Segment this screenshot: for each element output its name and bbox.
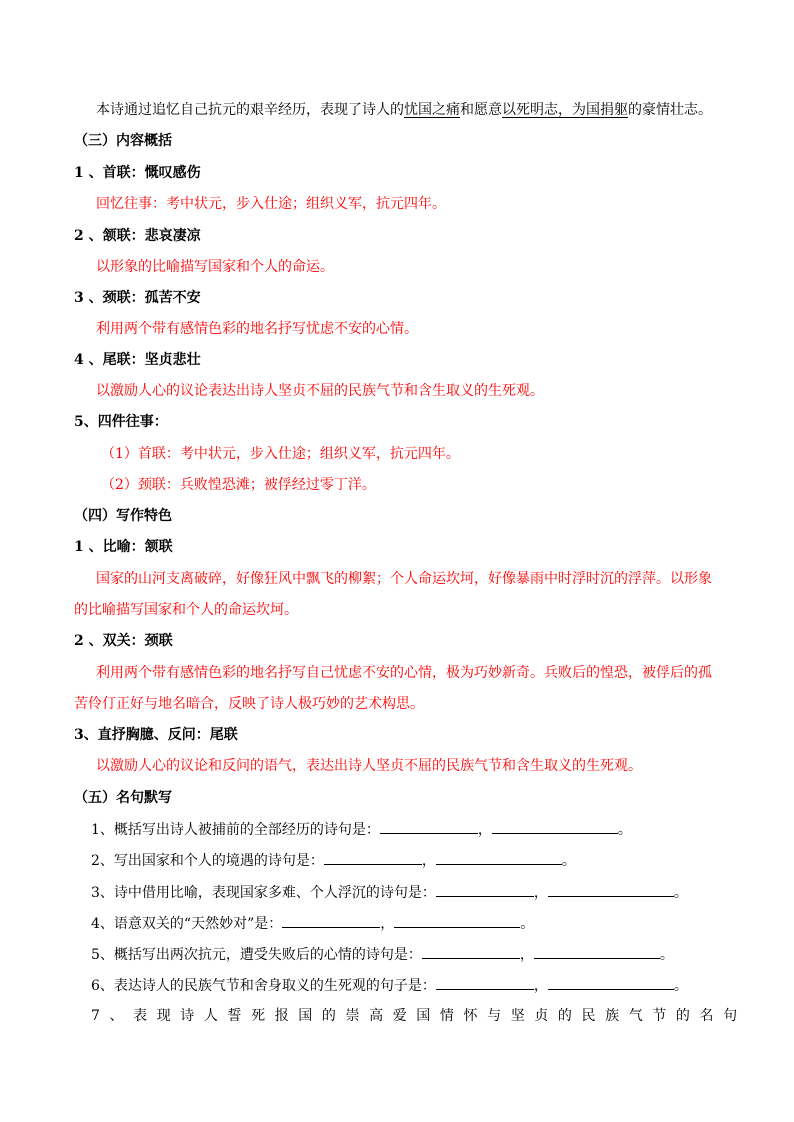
intro-text: 本诗通过追忆自己抗元的艰辛经历，表现了诗人的 — [96, 102, 404, 118]
punctuation: ， — [519, 947, 534, 963]
punctuation: ， — [533, 978, 548, 994]
intro-text: 的豪情壮志。 — [628, 102, 712, 118]
question-text: 3、诗中借用比喻，表现国家多难、个人浮沉的诗句是： — [91, 885, 436, 901]
dictation-question — [91, 975, 688, 996]
question-text: 5、概括写出两次抗元，遭受失败后的心情的诗句是： — [91, 947, 422, 963]
punctuation: ， — [421, 853, 436, 869]
item-title: 1 、比喻：颔联 — [74, 539, 173, 555]
question-text: 4、语意双关的“天然妙对”是： — [91, 916, 283, 932]
item-body: 利用两个带有感情色彩的地名抒写自己忧虑不安的心情，极为巧妙新奇。兵败后的惶恐，被俘后的孤 — [96, 665, 712, 681]
punctuation: 。 — [520, 916, 535, 932]
answer-blank[interactable] — [436, 850, 562, 865]
punctuation: ， — [380, 916, 395, 932]
answer-blank[interactable] — [548, 975, 674, 990]
section-heading-writing-features: （四）写作特色 — [74, 508, 172, 524]
item-title: 3 、颈联：孤苦不安 — [74, 290, 201, 306]
punctuation: 。 — [673, 978, 688, 994]
item-title: 3、直抒胸臆、反问：尾联 — [74, 727, 238, 743]
item-title: 2 、颔联：悲哀凄凉 — [74, 228, 201, 244]
underlined-phrase: 以死明志，为国捐躯 — [502, 102, 628, 118]
underlined-phrase: 忧国之痛 — [404, 102, 460, 118]
answer-blank[interactable] — [324, 850, 422, 865]
item-title: 5、四件往事： — [74, 414, 168, 430]
dictation-question — [91, 913, 534, 934]
question-text: 6、表达诗人的民族气节和舍身取义的生死观的句子是： — [91, 978, 436, 994]
item-title: 4 、尾联：坚贞悲壮 — [74, 352, 201, 368]
item-body: 苦伶仃正好与地名暗合，反映了诗人极巧妙的艺术构思。 — [74, 696, 424, 712]
answer-blank[interactable] — [282, 913, 380, 928]
punctuation: 。 — [673, 885, 688, 901]
answer-blank[interactable] — [548, 882, 674, 897]
punctuation: 。 — [659, 947, 674, 963]
punctuation: 。 — [617, 822, 632, 838]
answer-blank[interactable] — [422, 944, 520, 959]
item-title: 1 、首联：慨叹感伤 — [74, 165, 201, 181]
dictation-question — [91, 850, 576, 871]
item-body: 回忆往事：考中状元，步入仕途；组织义军，抗元四年。 — [96, 196, 446, 212]
punctuation: ， — [477, 822, 492, 838]
punctuation: ， — [533, 885, 548, 901]
item-body: （2）颈联：兵败惶恐滩；被俘经过零丁洋。 — [101, 477, 376, 493]
item-body: 国家的山河支离破碎，好像狂风中飘飞的柳絮；个人命运坎坷，好像暴雨中时浮时沉的浮萍。以形象 — [96, 571, 712, 587]
item-body: 的比喻描写国家和个人的命运坎坷。 — [74, 602, 298, 618]
answer-blank[interactable] — [394, 913, 520, 928]
dictation-question — [91, 882, 688, 903]
dictation-question — [91, 819, 632, 840]
section-heading-dictation: （五）名句默写 — [74, 790, 172, 806]
item-body: 利用两个带有感情色彩的地名抒写忧虑不安的心情。 — [96, 321, 418, 337]
answer-blank[interactable] — [492, 819, 618, 834]
item-body: 以激励人心的议论表达出诗人坚贞不屈的民族气节和含生取义的生死观。 — [96, 383, 544, 399]
dictation-question — [91, 944, 674, 965]
dictation-question: 7、表现诗人誓死报国的崇高爱国情怀与坚贞的民族气节的名句 — [91, 1008, 747, 1024]
answer-blank[interactable] — [380, 819, 478, 834]
item-body: （1）首联：考中状元，步入仕途；组织义军，抗元四年。 — [101, 446, 460, 462]
question-text: 2、写出国家和个人的境遇的诗句是： — [91, 853, 324, 869]
section-heading-content-summary: （三）内容概括 — [74, 133, 172, 149]
answer-blank[interactable] — [436, 975, 534, 990]
item-body: 以激励人心的议论和反问的语气，表达出诗人坚贞不屈的民族气节和含生取义的生死观。 — [96, 758, 642, 774]
answer-blank[interactable] — [436, 882, 534, 897]
intro-paragraph — [96, 100, 712, 120]
answer-blank[interactable] — [534, 944, 660, 959]
question-text: 1、概括写出诗人被捕前的全部经历的诗句是： — [91, 822, 380, 838]
item-body: 以形象的比喻描写国家和个人的命运。 — [96, 259, 334, 275]
item-title: 2 、双关：颈联 — [74, 633, 173, 649]
intro-text: 和愿意 — [460, 102, 502, 118]
punctuation: 。 — [561, 853, 576, 869]
